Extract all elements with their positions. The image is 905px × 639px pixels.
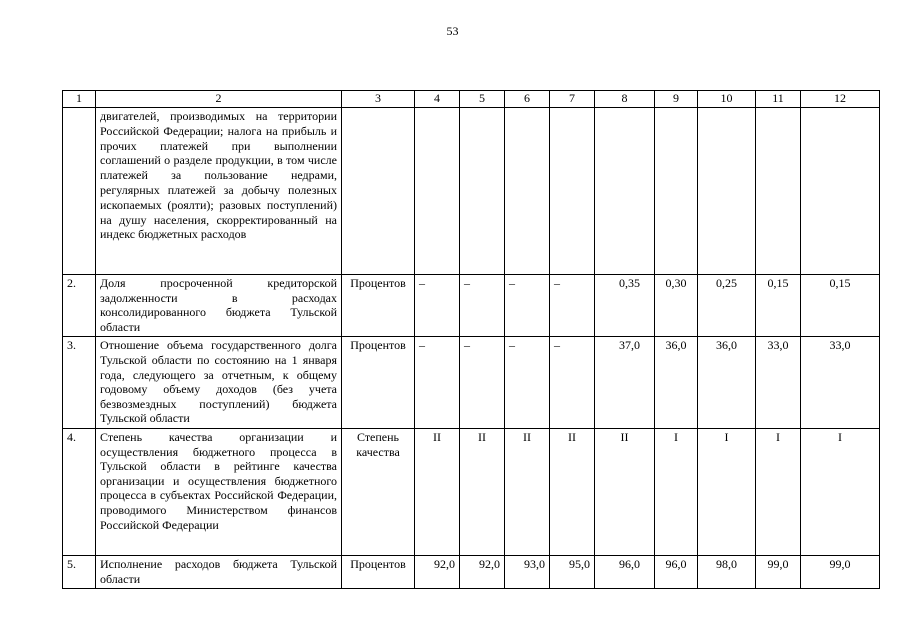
value-cell: – [550, 337, 595, 429]
value-cell [595, 108, 655, 275]
indicator-description: Отношение объема государственного долга Тульской области по состоянию на 1 января года, следующего за отчетным, к общему годовому объему доходов (без учета безвозмездных поступлений) бюджета Тульской области [96, 337, 342, 429]
value-cell: 33,0 [801, 337, 880, 429]
column-header: 11 [756, 91, 801, 108]
value-cell [460, 108, 505, 275]
value-cell [801, 108, 880, 275]
row-number: 5. [63, 555, 96, 588]
column-header: 9 [655, 91, 698, 108]
value-cell: 93,0 [505, 555, 550, 588]
column-header: 4 [415, 91, 460, 108]
indicator-description: Доля просроченной кредиторской задолженности в расходах консолидированного бюджета Тульской области [96, 275, 342, 337]
unit-cell: Процентов [342, 337, 415, 429]
value-cell: II [595, 428, 655, 555]
value-cell: 96,0 [595, 555, 655, 588]
value-cell: – [505, 275, 550, 337]
indicator-description: двигателей, производимых на территории Российской Федерации; налога на прибыль и прочих платежей при выполнении соглашений о разделе продукции, в том числе платежей за пользование недрами, регулярных платежей за добычу полезных ископаемых (роялти); разовых поступлений) на душу населения, скорректированный на индекс бюджетных расходов [96, 108, 342, 275]
value-cell: 92,0 [415, 555, 460, 588]
column-number-row [63, 91, 880, 108]
column-header: 6 [505, 91, 550, 108]
indicator-description: Степень качества организации и осуществления бюджетного процесса в Тульской области в рейтинге качества организации и осуществления бюджетного процесса в субъектах Российской Федерации, проводимого Министерством финансов Российской Федерации [96, 428, 342, 555]
unit-cell: Степень качества [342, 428, 415, 555]
table-row [63, 555, 880, 588]
column-header: 12 [801, 91, 880, 108]
column-header: 10 [698, 91, 756, 108]
value-cell: 0,15 [756, 275, 801, 337]
row-number [63, 108, 96, 275]
value-cell: – [550, 275, 595, 337]
value-cell: 0,15 [801, 275, 880, 337]
value-cell: I [698, 428, 756, 555]
column-header: 8 [595, 91, 655, 108]
unit-cell: Процентов [342, 555, 415, 588]
value-cell: 0,30 [655, 275, 698, 337]
value-cell: II [505, 428, 550, 555]
value-cell: 99,0 [801, 555, 880, 588]
value-cell: 37,0 [595, 337, 655, 429]
table-row [63, 275, 880, 337]
column-header: 2 [96, 91, 342, 108]
column-header: 3 [342, 91, 415, 108]
value-cell: 36,0 [698, 337, 756, 429]
column-header: 1 [63, 91, 96, 108]
row-number: 3. [63, 337, 96, 429]
value-cell: 98,0 [698, 555, 756, 588]
value-cell: II [550, 428, 595, 555]
value-cell: 96,0 [655, 555, 698, 588]
table-row [63, 337, 880, 429]
column-header: 5 [460, 91, 505, 108]
row-number: 2. [63, 275, 96, 337]
page-number: 53 [446, 24, 459, 38]
value-cell: 0,35 [595, 275, 655, 337]
value-cell: – [460, 275, 505, 337]
value-cell: I [655, 428, 698, 555]
row-number: 4. [63, 428, 96, 555]
value-cell: – [415, 275, 460, 337]
table-row [63, 108, 880, 275]
value-cell [756, 108, 801, 275]
value-cell: 36,0 [655, 337, 698, 429]
column-header: 7 [550, 91, 595, 108]
value-cell: I [756, 428, 801, 555]
value-cell [698, 108, 756, 275]
value-cell: 99,0 [756, 555, 801, 588]
table-row [63, 428, 880, 555]
value-cell: 33,0 [756, 337, 801, 429]
indicator-table [62, 90, 880, 589]
value-cell: – [415, 337, 460, 429]
value-cell [415, 108, 460, 275]
value-cell [655, 108, 698, 275]
value-cell: 95,0 [550, 555, 595, 588]
value-cell: – [460, 337, 505, 429]
value-cell: I [801, 428, 880, 555]
value-cell [505, 108, 550, 275]
value-cell: II [460, 428, 505, 555]
value-cell [550, 108, 595, 275]
indicator-description: Исполнение расходов бюджета Тульской области [96, 555, 342, 588]
unit-cell [342, 108, 415, 275]
value-cell: 0,25 [698, 275, 756, 337]
value-cell: II [415, 428, 460, 555]
value-cell: 92,0 [460, 555, 505, 588]
unit-cell: Процентов [342, 275, 415, 337]
value-cell: – [505, 337, 550, 429]
